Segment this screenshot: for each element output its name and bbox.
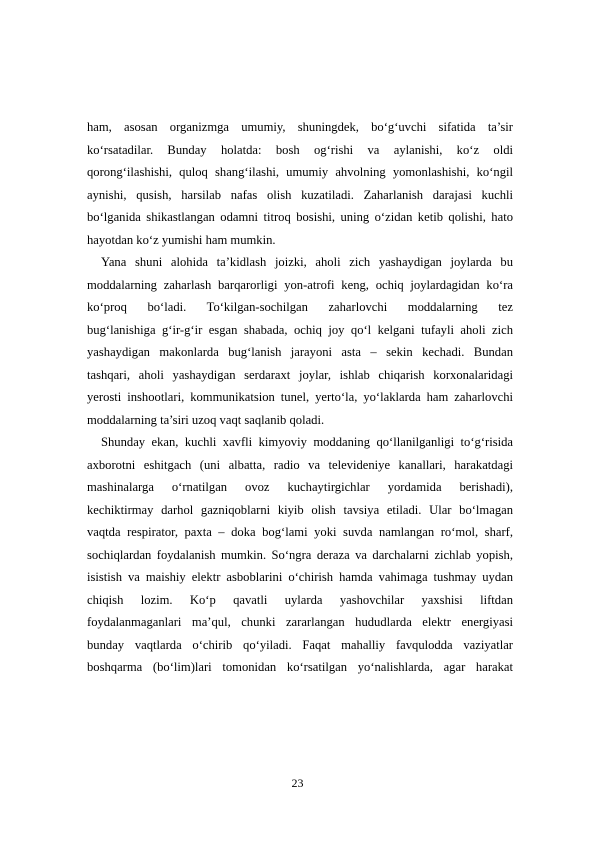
text-line: kechiktirmay darhol gazniqoblarni kiyib olish tavsiya etiladi. Ular bo‘lmagan	[87, 502, 513, 517]
text-line: moddalarning zaharlash barqarorligi yon-atrofi keng, ochiq joylardagidan ko‘ra	[87, 277, 513, 292]
page-number: 23	[291, 776, 304, 790]
text-line: aynishi, qusish, harsilab nafas olish kuzatiladi. Zaharlanish darajasi kuchli	[87, 187, 513, 202]
text-line: hayotdan ko‘z yumishi ham mumkin.	[87, 232, 276, 247]
text-line: foydalanmaganlari ma’qul, chunki zararlangan hududlarda elektr energiyasi	[87, 615, 513, 629]
text-line: moddalarning ta’siri uzoq vaqt saqlanib qoladi.	[87, 412, 325, 427]
text-line: sochiqlardan foydalanish mumkin. So‘ngra deraza va darchalarni zichlab yopish,	[87, 547, 513, 562]
text-line: bug‘lanishiga g‘ir-g‘ir esgan shabada, ochiq joy qo‘l kelgani tufayli aholi zich	[87, 322, 513, 337]
text-line: tashqari, aholi yashaydigan serdaraxt joylar, ishlab chiqarish korxonalaridagi	[87, 367, 513, 382]
body-text	[87, 116, 513, 679]
text-line: ham, asosan organizmga umumiy, shuningdek, bo‘g‘uvchi sifatida ta’sir	[87, 120, 513, 134]
text-line: vaqtda respirator, paxta – doka bog‘lami yoki suvda namlangan ro‘mol, sharf,	[87, 525, 513, 539]
text-line: boshqarma (bo‘lim)lari tomonidan ko‘rsatilgan yo‘nalishlarda, agar harakat	[87, 660, 513, 674]
text-line: Shunday ekan, kuchli xavfli kimyoviy moddaning qo‘llanilganligi to‘g‘risida	[101, 435, 513, 449]
text-line: yerosti inshootlari, kommunikatsion tunel, yerto‘la, yo‘laklarda ham zaharlovchi	[87, 390, 513, 404]
text-line: qorong‘ilashishi, quloq shang‘ilashi, umumiy ahvolning yomonlashishi, ko‘ngil	[87, 165, 513, 179]
text-line: ko‘rsatadilar. Bunday holatda: bosh og‘rishi va aylanishi, ko‘z oldi	[87, 142, 513, 157]
text-line: isistish va maishiy elektr asboblarini o‘chirish hamda vahimaga tushmay uydan	[87, 570, 513, 584]
text-line: yashaydigan makonlarda bug‘lanish jarayoni asta – sekin kechadi. Bundan	[87, 345, 513, 359]
text-line: chiqish lozim. Ko‘p qavatli uylarda yashovchilar yaxshisi liftdan	[87, 592, 513, 607]
text-line: bo‘lganida shikastlangan odamni titroq bosishi, uning o‘zidan ketib qolishi, hato	[87, 210, 513, 224]
text-line: Yana shuni alohida ta’kidlash joizki, aholi zich yashaydigan joylarda bu	[101, 255, 513, 269]
text-line: ko‘proq bo‘ladi. To‘kilgan-sochilgan zaharlovchi moddalarning tez	[87, 300, 513, 314]
text-line: mashinalarga o‘rnatilgan ovoz kuchaytirgichlar yordamida berishadi),	[87, 480, 513, 494]
text-line: bunday vaqtlarda o‘chirib qo‘yiladi. Faqat mahalliy favqulodda vaziyatlar	[87, 637, 513, 652]
text-line: axborotni eshitgach (uni albatta, radio va televideniye kanallari, harakatdagi	[87, 457, 513, 472]
